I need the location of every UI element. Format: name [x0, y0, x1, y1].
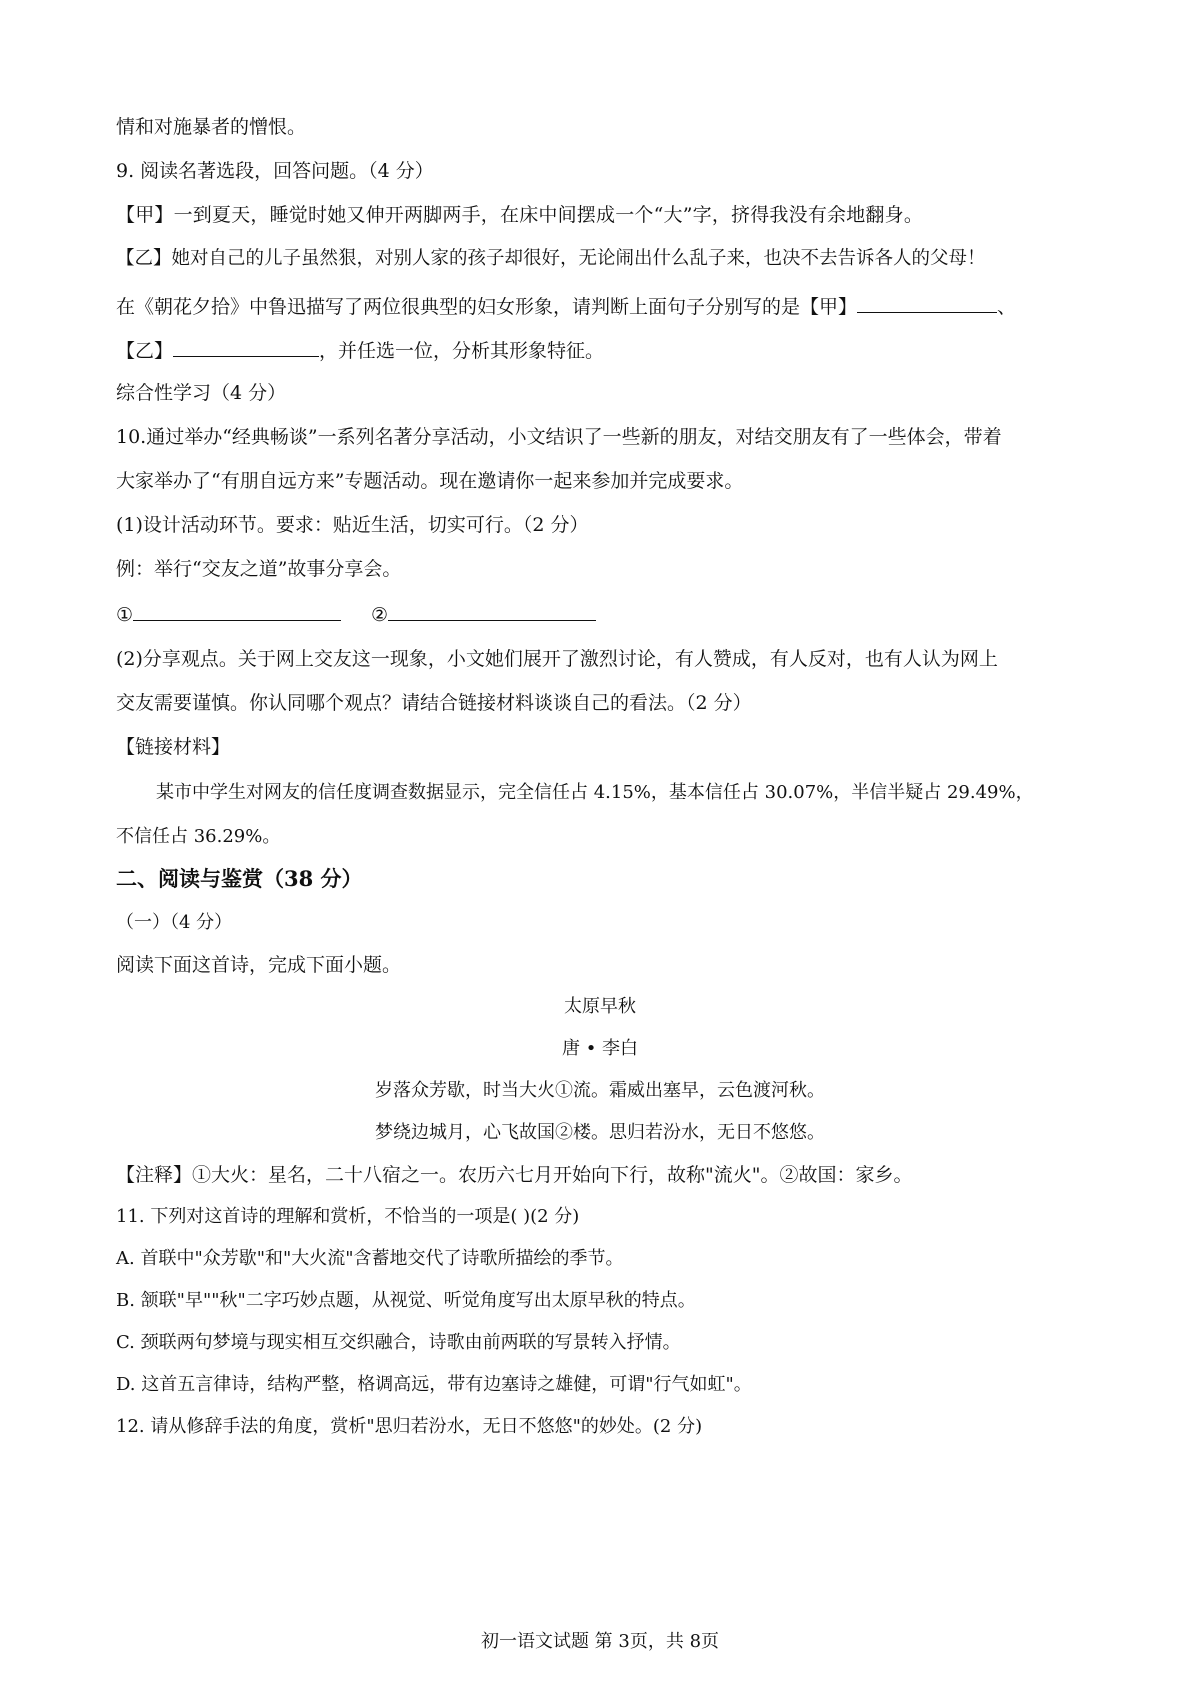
question-9-ask-row-1 — [116, 292, 1016, 320]
poem-author: 唐 • 李白 — [561, 1038, 639, 1059]
option-b[interactable]: B. 颔联"早""秋"二字巧妙点题，从视觉、听觉角度写出太原早秋的特点。 — [116, 1290, 696, 1311]
blank-2-label: ② — [371, 604, 389, 626]
excerpt-yi: 【乙】她对自己的儿子虽然狠，对别人家的孩子却很好，无论闹出什么乱子来，也决不去告诉各人的父母！ — [116, 248, 986, 269]
question-10-part-1: (1)设计活动环节。要求：贴近生活，切实可行。（2 分） — [116, 514, 589, 536]
section-comprehensive-learning: 综合性学习（4 分） — [116, 382, 287, 404]
option-c[interactable]: C. 颈联两句梦境与现实相互交织融合，诗歌由前两联的写景转入抒情。 — [116, 1332, 681, 1353]
poem-line-1: 岁落众芳歇，时当大火①流。霜威出塞早，云色渡河秋。 — [375, 1080, 825, 1101]
page-footer: 初一语文试题 第 3页，共 8页 — [480, 1631, 720, 1652]
poem-instruction: 阅读下面这首诗，完成下面小题。 — [116, 954, 402, 976]
question-9-yi-label: 【乙】 — [116, 340, 174, 362]
answer-blank-yi[interactable] — [173, 336, 319, 357]
question-10-line-1: 10.通过举办“经典畅谈”一系列名著分享活动，小文结识了一些新的朋友，对结交朋友有了一些体会，带着 — [116, 426, 1002, 448]
answer-blank-2[interactable] — [388, 600, 596, 621]
question-11: 11. 下列对这首诗的理解和赏析，不恰当的一项是( )(2 分) — [116, 1206, 580, 1227]
poem-title: 太原早秋 — [564, 996, 636, 1017]
link-material-text-2: 不信任占 36.29%。 — [116, 826, 281, 847]
option-a[interactable]: A. 首联中"众芳歇"和"大火流"含蓄地交代了诗歌所描绘的季节。 — [116, 1248, 624, 1269]
question-12: 12. 请从修辞手法的角度，赏析"思归若汾水，无日不悠悠"的妙处。(2 分) — [116, 1416, 703, 1437]
question-9-ask-text: 在《朝花夕拾》中鲁迅描写了两位很典型的妇女形象，请判断上面句子分别写的是【甲】 — [116, 296, 858, 318]
link-material-text-1: 某市中学生对网友的信任度调查数据显示，完全信任占 4.15%，基本信任占 30.07%，半信半疑占 29.49%， — [156, 782, 1034, 803]
poem-line-2: 梦绕边城月，心飞故国②楼。思归若汾水，无日不悠悠。 — [375, 1122, 825, 1143]
question-10-part-2-line-2: 交友需要谨慎。你认同哪个观点？请结合链接材料谈谈自己的看法。（2 分） — [116, 692, 752, 714]
question-10-blanks-row — [116, 600, 596, 628]
text-line: 情和对施暴者的憎恨。 — [116, 116, 307, 138]
question-9-ask-row-2 — [116, 336, 604, 364]
excerpt-jia: 【甲】一到夏天，睡觉时她又伸开两脚两手，在床中间摆成一个“大”字，挤得我没有余地翻身。 — [116, 204, 924, 226]
question-10-example: 例：举行“交友之道”故事分享会。 — [116, 558, 402, 580]
punctuation: 、 — [997, 296, 1017, 318]
section-2-title: 二、阅读与鉴赏（38 分） — [116, 866, 363, 891]
answer-blank-jia[interactable] — [857, 292, 997, 313]
question-9-title: 9. 阅读名著选段，回答问题。（4 分） — [116, 160, 434, 182]
question-10-line-2: 大家举办了“有朋自远方来”专题活动。现在邀请你一起来参加并完成要求。 — [116, 470, 744, 492]
answer-blank-1[interactable] — [133, 600, 341, 621]
poem-note: 【注释】①大火：星名，二十八宿之一。农历六七月开始向下行，故称"流火"。②故国：家乡。 — [116, 1164, 913, 1186]
question-9-ask-tail: ，并任选一位，分析其形象特征。 — [319, 340, 605, 362]
link-material-title: 【链接材料】 — [116, 736, 231, 758]
option-d[interactable]: D. 这首五言律诗，结构严整，格调高远，带有边塞诗之雄健，可谓"行气如虹"。 — [116, 1374, 752, 1395]
subsection-1: （一）（4 分） — [116, 912, 233, 933]
question-10-part-2-line-1: (2)分享观点。关于网上交友这一现象，小文她们展开了激烈讨论，有人赞成，有人反对，也有人认为网上 — [116, 648, 998, 670]
blank-1-label: ① — [116, 604, 134, 626]
